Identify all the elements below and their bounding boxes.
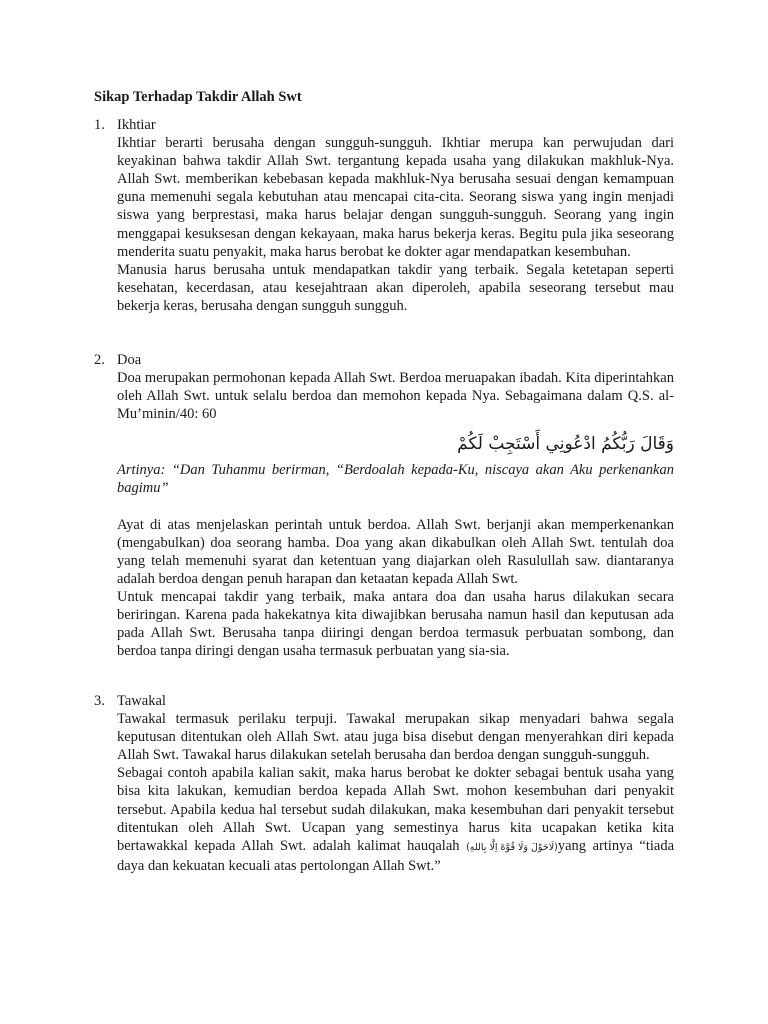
tawakal-paragraph-1: Tawakal termasuk perilaku terpuji. Tawakal merupakan sikap menyadari bahwa segala keputusan ditentukan oleh Allah Swt. atau juga bisa disebut dengan menyerahkan diri kepada Allah Swt. Tawakal harus dilakukan setelah berusaha dan berdoa dengan sungguh-sungguh.	[117, 711, 674, 764]
tawakal-text-after: yang artinya “tiada daya dan kekuatan kecuali atas pertolongan Allah Swt.”	[117, 837, 675, 874]
section-doa	[117, 351, 674, 660]
hauqalah-arabic: (لَاحَوْلَ وَلَا قُوَّةَ اِلَّا بِاللهِ)	[466, 841, 558, 853]
tawakal-text-before: Sebagai contoh apabila kalian sakit, maka harus berobat ke dokter sebagai bentuk usaha yang bisa kita lakukan, kemudian berdoa kepada Allah Swt. mohon kesembuhan dari penyakit tersebut. Apabila kedua hal tersebut sudah dilakukan, maka kesembuhan dari penyakit tersebut ditentukan oleh Allah Swt. Ucapan yang semestinya harus kita ucapakan ketika kita bertawakkal kepada Allah Swt. adalah kalimat hauqalah	[117, 765, 674, 854]
ikhtiar-paragraph-1: Ikhtiar berarti berusaha dengan sungguh-sungguh. Ikhtiar merupa kan perwujudan dari keyakinan bahwa takdir Allah Swt. tergantung kepada usaha yang dilakukan makhluk-Nya. Allah Swt. memberikan kebebasan kepada makhluk-Nya berusaha sesuai dengan kemampuan guna memenuhi segala kebutuhan atau mencapai cita-cita. Seorang siswa yang ingin menjadi siswa yang berprestasi, maka harus belajar dengan sungguh-sungguh. Seorang yang ingin menggapai kesuksesan dengan kekayaan, maka harus bekerja keras. Begitu pula jika seseorang menderita suatu penyakit, maka harus berobat ke dokter agar mendapatkan kesembuhan.	[117, 135, 674, 260]
section-number-2: 2.	[94, 352, 105, 368]
ikhtiar-paragraph-2: Manusia harus berusaha untuk mendapatkan takdir yang terbaik. Segala ketetapan seperti kesehatan, kecerdasan, atau kesejahtraan akan diperoleh, apabila seseorang tersebut mau bekerja keras, berusaha dengan sungguh sungguh.	[117, 261, 674, 314]
section-heading-ikhtiar: Ikhtiar	[117, 117, 156, 133]
section-number-3: 3.	[94, 693, 105, 709]
doa-paragraph-3: Untuk mencapai takdir yang terbaik, maka antara doa dan usaha harus dilakukan secara beriringan. Karena pada hakekatnya kita diwajibkan berusaha namun hasil dan keputusan ada pada Allah Swt. Berusaha tanpa diiringi dengan berdoa termasuk perbuatan sombong, dan berdoa tanpa diringi dengan usaha termasuk perbuatan yang sia-sia.	[117, 588, 674, 660]
section-number-1: 1.	[94, 117, 105, 133]
section-heading-doa: Doa	[117, 352, 142, 368]
verse-translation: Artinya: “Dan Tuhanmu berirman, “Berdoalah kepada-Ku, niscaya akan Aku perkenankan bagimu”	[117, 462, 674, 497]
quran-verse-arabic: وَقَالَ رَبُّكُمُ ادْعُونِي أَسْتَجِبْ لَكُمْ	[457, 434, 674, 455]
section-ikhtiar	[117, 116, 674, 315]
doa-paragraph-2: Ayat di atas menjelaskan perintah untuk berdoa. Allah Swt. berjanji akan memperkenankan (mengabulkan) doa seorang hamba. Doa yang akan dikabulkan oleh Allah Swt. tentulah doa yang telah memenuhi syarat dan ketentuan yang diajarkan oleh Rasulullah saw. diantaranya adalah berdoa dengan penuh harapan dan ketaatan kepada Allah Swt.	[117, 516, 674, 587]
tawakal-paragraph-2	[117, 764, 674, 875]
section-tawakal	[117, 692, 674, 875]
document-title: Sikap Terhadap Takdir Allah Swt	[94, 89, 302, 105]
section-heading-tawakal: Tawakal	[117, 693, 166, 709]
doa-paragraph-1: Doa merupakan permohonan kepada Allah Swt. Berdoa meruapakan ibadah. Kita diperintahkan oleh Allah Swt. untuk selalu berdoa dan memohon kepada Nya. Sebagaimana dalam Q.S. al-Mu’minin/40: 60	[117, 370, 674, 423]
